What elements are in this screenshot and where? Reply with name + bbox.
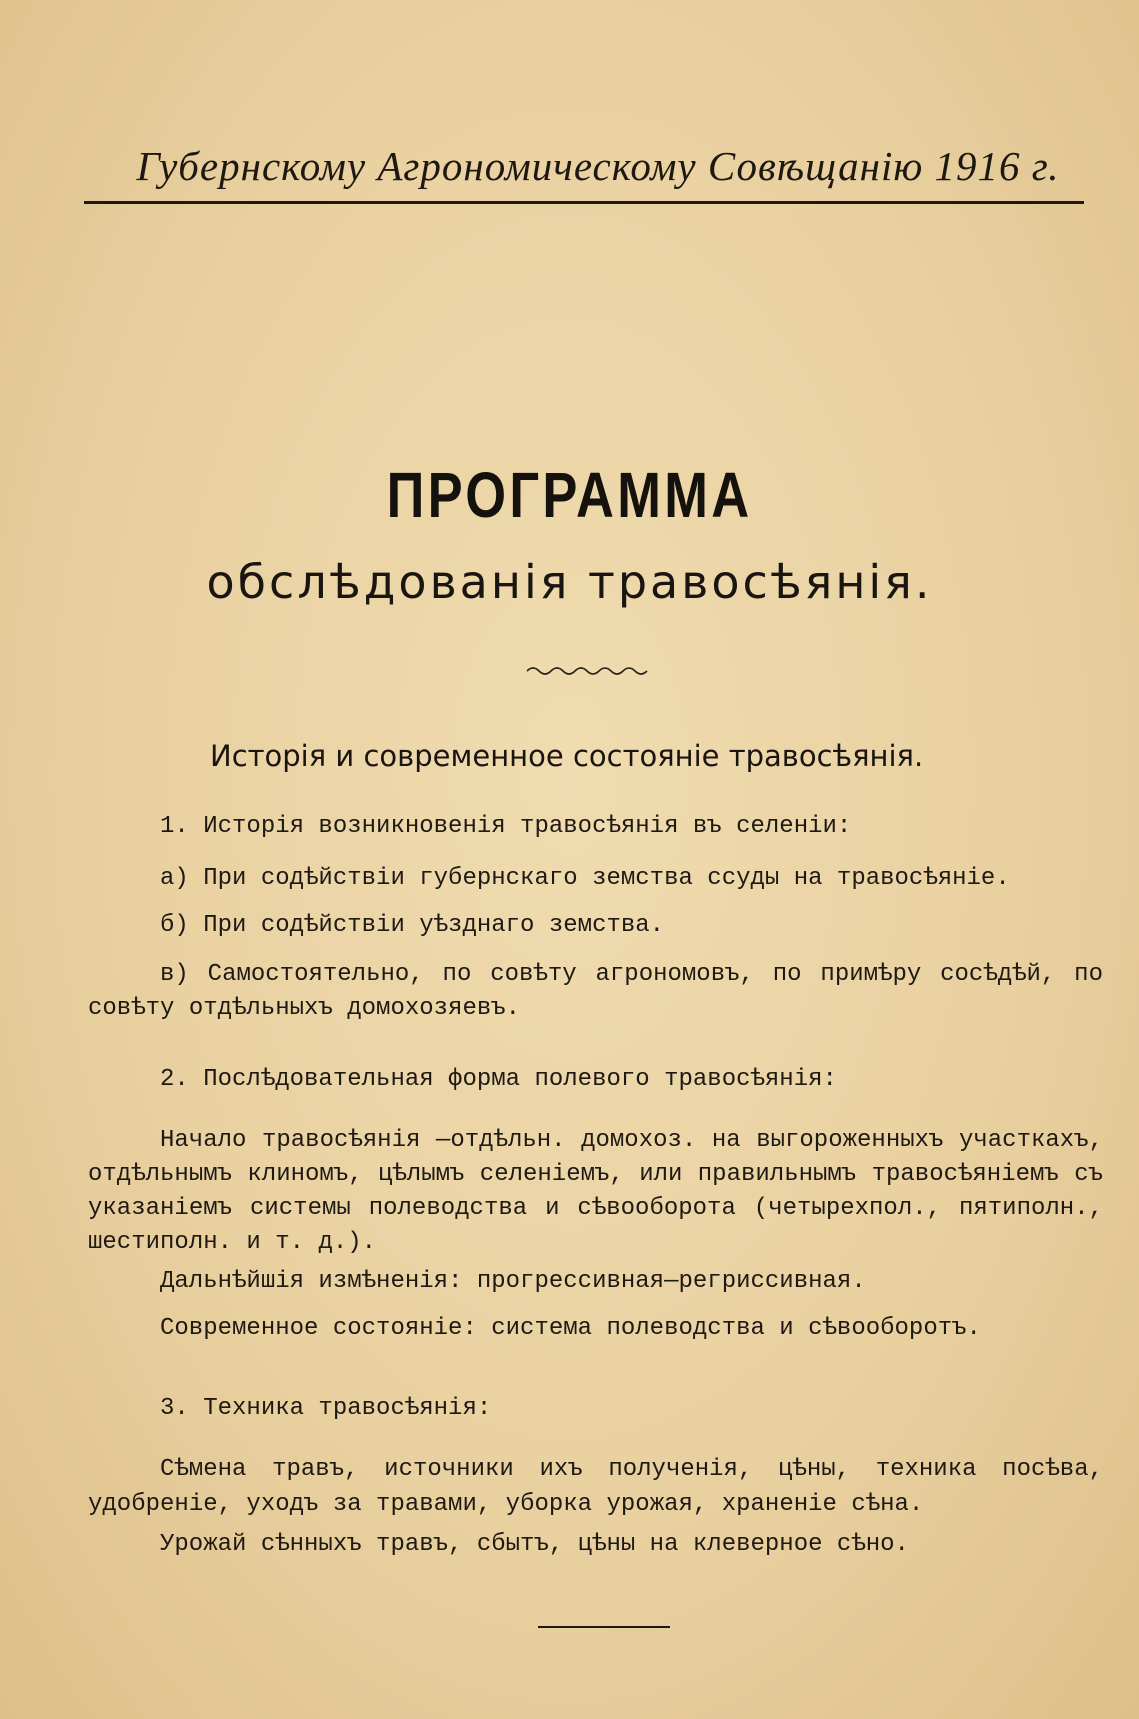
item-2-paragraph-1: Начало травосѣянія —отдѣльн. домохоз. на выгороженныхъ участкахъ, отдѣльнымъ клиномъ, цѣлымъ селеніемъ, или правильнымъ травосѣяніемъ съ указаніемъ системы полеводства и сѣвооборота (четырехпол., пятиполн., шестиполн. и т. д.). — [88, 1127, 1103, 1256]
item-1-option-c: в) Самостоятельно, по совѣту агрономовъ, по примѣру сосѣдѣй, по совѣту отдѣльныхъ домохозяевъ. — [88, 961, 1103, 1022]
item-2-heading: 2. Послѣдовательная форма полевого травосѣянія: — [160, 1066, 837, 1093]
dedication-heading: Губернскому Агрономическому Совѣщанію 1916 г. — [136, 143, 1060, 189]
closing-rule — [538, 1626, 670, 1628]
item-1-heading: 1. Исторія возникновенія травосѣянія въ селеніи: — [160, 813, 852, 840]
item-1-option-a: а) При содѣйствіи губернскаго земства ссуды на травосѣяніе. — [160, 865, 1010, 892]
item-2-paragraph-2: Дальнѣйшія измѣненія: прогрессивная—регриссивная. — [160, 1268, 866, 1295]
header-rule — [84, 201, 1084, 204]
section-heading: Исторія и современное состояніе травосѣянія. — [210, 739, 924, 773]
item-1-option-b: б) При содѣйствіи уѣзднаго земства. — [160, 912, 665, 939]
item-3-paragraph-2: Урожай сѣнныхъ травъ, сбытъ, цѣны на клеверное сѣно. — [160, 1531, 909, 1558]
ornament-divider — [525, 664, 655, 678]
item-2-paragraph-3: Современное состояніе: система полеводства и сѣвооборотъ. — [160, 1315, 981, 1342]
item-3-paragraph-1: Сѣмена травъ, источники ихъ полученія, цѣны, техника посѣва, удобреніе, уходъ за травами, уборка урожая, храненіе сѣна. — [88, 1456, 1103, 1518]
item-3-heading: 3. Техника травосѣянія: — [160, 1395, 492, 1422]
page-title: ПРОГРАММА — [386, 459, 753, 531]
page-subtitle: обслѣдованія травосѣянія. — [206, 555, 933, 609]
